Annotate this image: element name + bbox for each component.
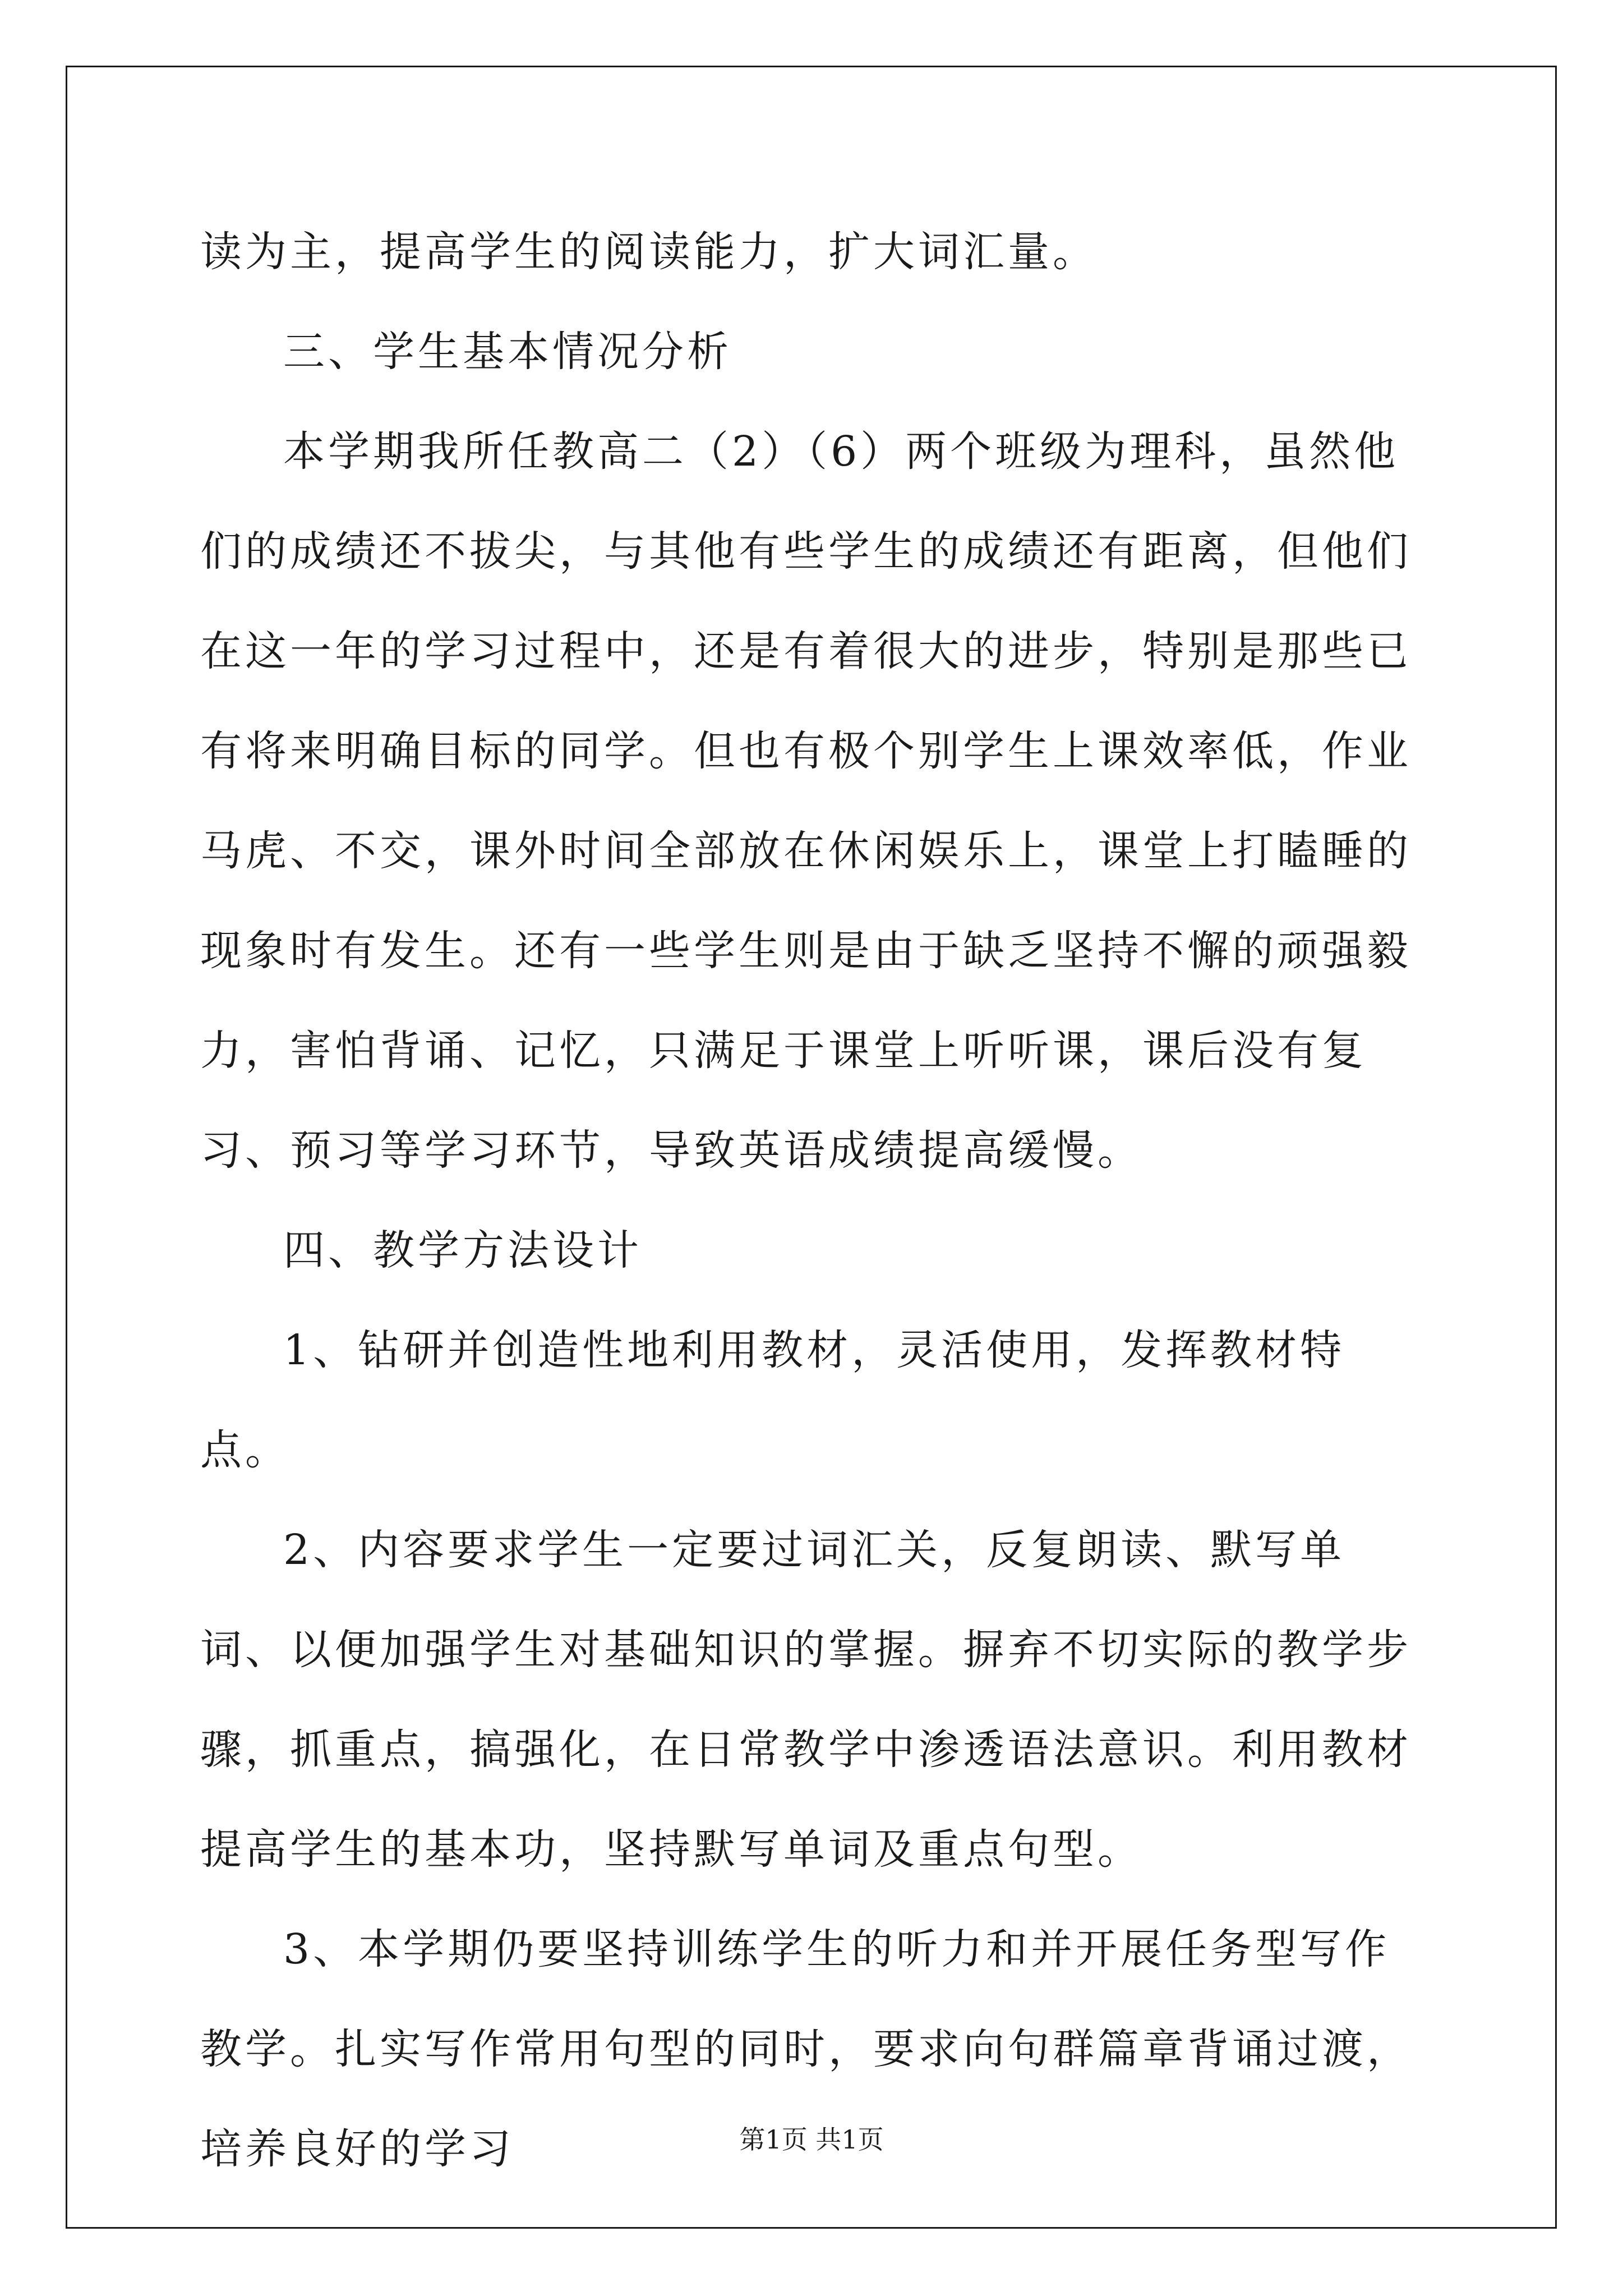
document-body: [200, 202, 1434, 2199]
paragraph: 2、内容要求学生一定要过词汇关，反复朗读、默写单词、以便加强学生对基础知识的掌握。摒弃不切实际的教学步骤，抓重点，搞强化，在日常教学中渗透语法意识。利用教材提高学生的基本功，坚持默写单词及重点句型。: [200, 1526, 1412, 1874]
section-heading: 四、教学方法设计: [283, 1226, 642, 1274]
paragraph: 1、钻研并创造性地利用教材，灵活使用，发挥教材特点。: [200, 1326, 1345, 1474]
paragraph: 读为主，提高学生的阅读能力，扩大词汇量。: [200, 228, 1098, 276]
page-footer: 第1页 共1页: [739, 2124, 884, 2155]
paragraph: 3、本学期仍要坚持训练学生的听力和并开展任务型写作教学。扎实写作常用句型的同时，要求向句群篇章背诵过渡，培养良好的学习: [200, 1925, 1412, 2173]
section-heading: 三、学生基本情况分析: [283, 328, 732, 376]
paragraph: 本学期我所任教高二（2）（6）两个班级为理科，虽然他们的成绩还不拔尖，与其他有些学生的成绩还有距离，但他们在这一年的学习过程中，还是有着很大的进步，特别是那些已有将来明确目标的同学。但也有极个别学生上课效率低，作业马虎、不交，课外时间全部放在休闲娱乐上，课堂上打瞌睡的现象时有发生。还有一些学生则是由于缺乏坚持不懈的顽强毅力，害怕背诵、记忆，只满足于课堂上听听课，课后没有复习、预习等学习环节，导致英语成绩提高缓慢。: [200, 427, 1412, 1175]
